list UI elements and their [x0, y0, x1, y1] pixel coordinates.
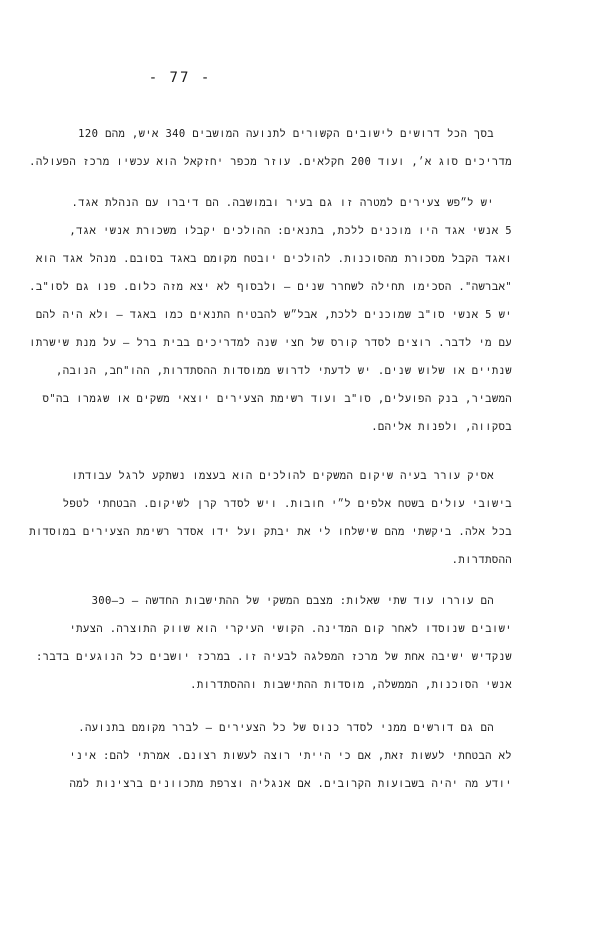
text-line: 5 אנשי אגד היו מוכנים ללכת, בתנאים: ההולכים יקבלו משכורת אנשי אגד, [69, 225, 512, 237]
text-line: הם גם דורשים ממני לסדר כנוס של כל הצעירים – לברר מקומם בתנועה. [78, 722, 494, 734]
text-line: המשביר, בנק הפועלים, סו"ב ועוד רשימת הצעירים יוצאי משקים או שגמרו בה"ס [42, 393, 512, 405]
text-line: מדריכים סוג א׳, ועוד 200 חקלאים. עוזר מכפר יחזקאל הוא עכשיו מרכז הפעולה. [29, 156, 512, 168]
text-line: שנקדיש ישיבה אחת של מרכז המפלגה לבעיה זו. במרכז יושבים כל הנוגעים בדבר: [35, 651, 512, 663]
text-line: הם עוררו עוד שתי שאלות: מצבם המשקי של ההתישבות החדשה – כ–300 [91, 595, 494, 607]
text-line: שנתיים או שלוש שנים. יש לדעתי לדרוש ממוסדות ההסתדרות, ההו"חב, הנובה, [56, 365, 512, 377]
text-line: יש ל״פש צעירים למטרה זו גם בעיר ובמושבה. הם דיברו עם הנהלת אגד. [71, 197, 494, 209]
text-line: אסיק עורר בעיה שיקום המשקים להולכים הוא בעצמו נשתקע לרגל עבודתו [71, 470, 494, 482]
text-line: בסקווה, ולפנות אליהם. [371, 421, 512, 433]
text-line: ההסתדרות. [451, 554, 512, 566]
text-line: לא הבטחתי לעשות זאת, אם כי הייתי רוצה לעשות רצונם. אמרתי להם: איני [69, 750, 512, 762]
text-line: בישובי עולים בשטח אלפים ל״י חובות. ויש לסדר קרן לשיקום. הבטחתי לטפל [62, 498, 512, 510]
text-line: ואגד הקבל מסכורת מהסוכנות. להולכים יובטח מקומם באגד בסובם. מנהל אגד הוא [35, 253, 512, 265]
text-line: עם מי לדבר. רוצים לסדר קורס של חצי שנה למדריכים בבית ברל – על מנת שישרתו [29, 337, 512, 349]
page-number: - 77 - [148, 70, 212, 86]
text-line: "אברשה". הסכימו תחילה לשחרר שנים – ולבסוף לא יצא מזה כלום. פנו גם לסו"ב. [29, 281, 512, 293]
text-line: בכל אלה. ביקשתי מהם שישלחו לי את יבתק ועל ידו אסדר רשימת הצעירים במוסדות [29, 526, 512, 538]
text-line: בסך הכל דרושים לישובים הקשורים לתנועה המושבים 340 איש, מהם 120 [78, 128, 494, 140]
text-line: יש 5 אנשי סו"ב שמוכנים ללכת, אבל״ש להבטיח התנאים כמו באגד – ולא היה להם [35, 309, 512, 321]
text-line: ישובים שנוסדו לאחר קום המדינה. הקושי העיקרי הוא שווק התוצרה. הצעתי [69, 623, 512, 635]
text-line: יודע מה יהיה בשבועות הקרובים. אם אנגליה וצרפת מתכוונים ברצינות למה [69, 778, 512, 790]
text-line: אנשי הסוכנות, הממשלה, מוסדות ההתישבות וההסתדרות. [190, 679, 512, 691]
